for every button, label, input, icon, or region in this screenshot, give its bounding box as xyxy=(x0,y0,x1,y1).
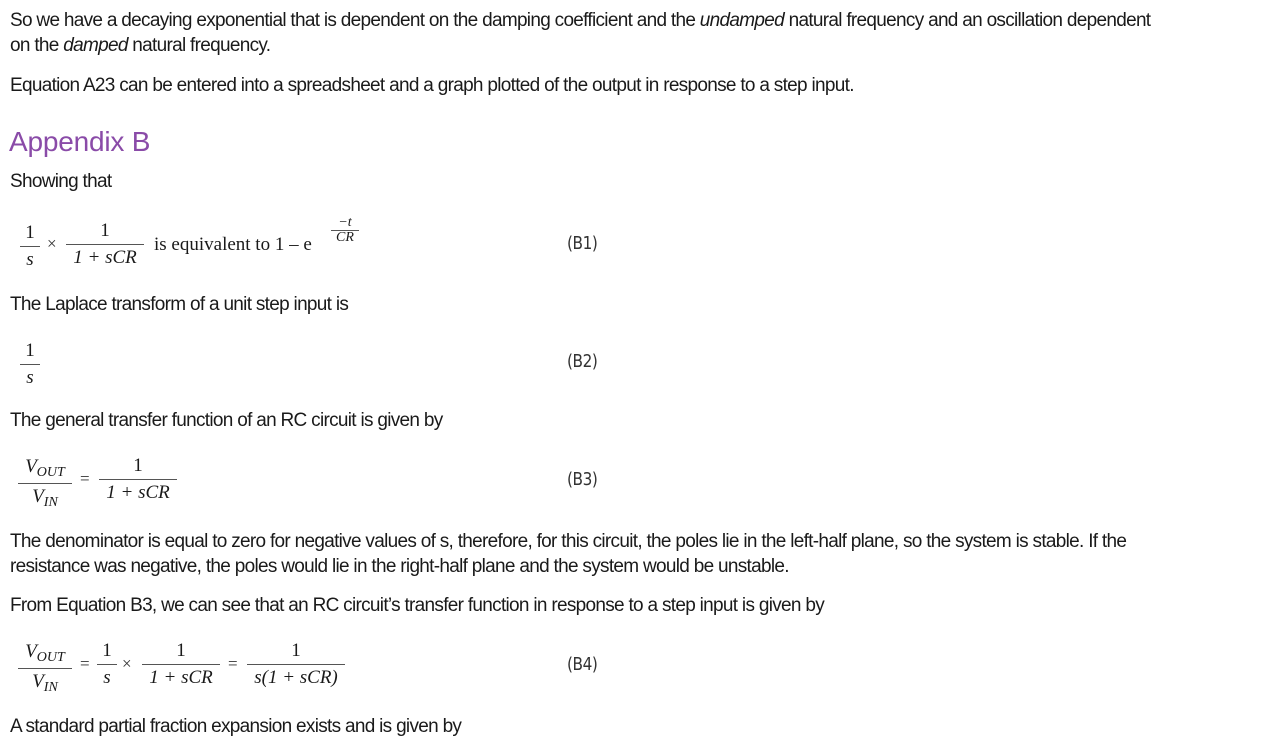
numerator: 1 xyxy=(133,455,143,476)
equals-operator: = xyxy=(80,469,90,488)
equation-number-b3: (B3) xyxy=(567,469,598,490)
text-span: So we have a decaying exponential that is dependent on the damping coefficient and the xyxy=(10,10,700,31)
showing-that-text: Showing that xyxy=(10,171,112,192)
text-span: natural frequency and an oscillation dependent xyxy=(784,10,1151,31)
stability-paragraph-line2: resistance was negative, the poles would lie in the right-half plane and the system would be unstable. xyxy=(10,556,789,577)
in-subscript: IN xyxy=(43,495,58,510)
numerator: 1 xyxy=(291,640,301,661)
numerator: 1 xyxy=(25,340,35,361)
denominator: s xyxy=(103,667,111,688)
step-response-paragraph: From Equation B3, we can see that an RC circuit’s transfer function in response to a step input is given by xyxy=(10,595,824,616)
laplace-paragraph: The Laplace transform of a unit step input is xyxy=(10,294,349,315)
transfer-function-paragraph: The general transfer function of an RC circuit is given by xyxy=(10,410,443,431)
v-symbol: V xyxy=(25,456,37,477)
fraction-bar xyxy=(97,664,117,665)
times-operator: × xyxy=(47,234,57,253)
numerator: 1 xyxy=(176,640,186,661)
denominator: 1 + sCR xyxy=(149,667,213,688)
stability-paragraph-line1: The denominator is equal to zero for negative values of s, therefore, for this circuit, the poles lie in the left-half plane, so the system is stable. If the xyxy=(10,531,1127,552)
equivalence-text: is equivalent to 1 – e xyxy=(154,234,312,255)
fraction-bar xyxy=(18,668,72,669)
v-symbol: V xyxy=(32,671,44,692)
denominator: 1 + sCR xyxy=(106,482,170,503)
fraction-result xyxy=(247,640,345,689)
fraction-bar xyxy=(142,664,220,665)
emphasis-damped: damped xyxy=(63,35,128,56)
fraction-vout-vin xyxy=(18,641,72,696)
v-symbol: V xyxy=(25,641,37,662)
fraction-rc xyxy=(142,640,220,689)
numerator: 1 xyxy=(102,640,112,661)
fraction-bar xyxy=(247,664,345,665)
exponent-denominator: CR xyxy=(336,230,354,245)
out-subscript: OUT xyxy=(36,650,65,665)
text-span: on the xyxy=(10,35,64,56)
numerator: 1 xyxy=(100,220,110,241)
equation-b4 xyxy=(0,0,620,710)
emphasis-undamped: undamped xyxy=(699,10,784,31)
appendix-heading: Appendix B xyxy=(9,126,151,157)
equation-number-b2: (B2) xyxy=(567,351,598,372)
equation-number-b1: (B1) xyxy=(567,233,598,254)
denominator: s xyxy=(26,249,34,270)
equals-operator: = xyxy=(228,654,238,673)
numerator: 1 xyxy=(25,222,35,243)
partial-fraction-paragraph: A standard partial fraction expansion exists and is given by xyxy=(10,716,462,737)
v-symbol: V xyxy=(32,486,44,507)
fraction-one-over-s xyxy=(97,640,117,689)
denominator: s xyxy=(26,367,34,388)
equation-number-b4: (B4) xyxy=(567,654,598,675)
out-subscript: OUT xyxy=(36,465,65,480)
times-operator: × xyxy=(122,654,132,673)
text-span: natural frequency. xyxy=(127,35,271,56)
equals-operator: = xyxy=(80,654,90,673)
denominator xyxy=(18,671,72,696)
denominator: 1 + sCR xyxy=(73,247,137,268)
exponent-numerator: −t xyxy=(338,215,352,230)
denominator: s(1 + sCR) xyxy=(254,667,338,688)
in-subscript: IN xyxy=(43,680,58,695)
numerator xyxy=(18,641,72,666)
spreadsheet-paragraph: Equation A23 can be entered into a spreadsheet and a graph plotted of the output in response to a step input. xyxy=(10,75,854,96)
